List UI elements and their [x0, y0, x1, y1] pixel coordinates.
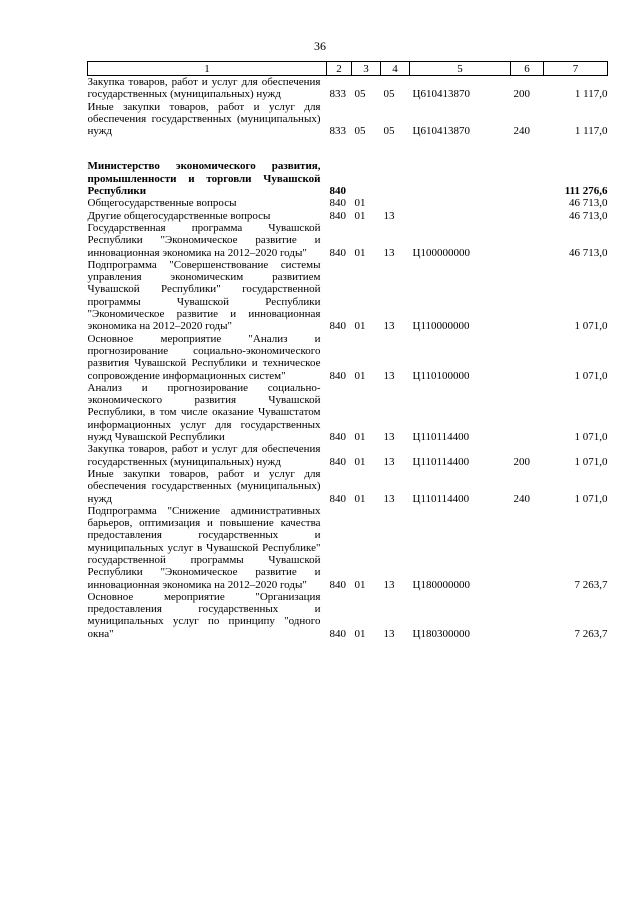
- row-subsection-code: 05: [383, 125, 395, 138]
- table-row: [88, 443, 608, 468]
- row-ministry-code: 840: [329, 320, 346, 333]
- budget-table: [87, 61, 608, 640]
- row-subsection-code: 13: [383, 492, 395, 505]
- column-header-1: 1: [88, 62, 327, 76]
- row-name: Иные закупки товаров, работ и услуг для обеспечения государственных (муниципальных) нужд: [87, 100, 321, 138]
- column-header-6: 6: [511, 62, 544, 76]
- row-target-code: Ц110100000: [412, 369, 470, 382]
- row-name: Государственная программа Чувашской Республики "Экономическое развитие и инновационная экономика на 2012–2020 годы": [87, 221, 321, 259]
- row-subsection-code: 05: [383, 88, 395, 101]
- row-ministry-code: 840: [329, 431, 346, 444]
- row-ministry-code: 840: [329, 578, 346, 591]
- row-ministry-code: 840: [329, 627, 346, 640]
- row-expense-type: [511, 222, 544, 259]
- row-expense-type: 200: [513, 88, 530, 101]
- row-section-code: 01: [354, 197, 366, 210]
- row-section-code: 05: [354, 125, 366, 138]
- row-subsection-code: 13: [383, 578, 395, 591]
- row-target-code: Ц610413870: [412, 88, 470, 101]
- row-ministry-code: 840: [329, 246, 346, 259]
- row-subsection-code: 13: [383, 320, 395, 333]
- table-row: [88, 591, 608, 640]
- row-section-code: 05: [354, 88, 366, 101]
- table-row: [88, 382, 608, 443]
- row-subsection-code: 13: [383, 369, 395, 382]
- row-target-code: Ц110114400: [412, 431, 470, 444]
- row-name: Анализ и прогнозирование социально-экономического развития Чувашской Республики, в том числе оказание Чувашстатом информационных услуг для государственных нужд Чувашской Республики: [87, 381, 321, 444]
- row-ministry-code: 833: [329, 88, 346, 101]
- row-section-code: 01: [354, 578, 366, 591]
- table-row: [88, 197, 608, 209]
- table-row: [88, 210, 608, 222]
- row-amount: 46 713,0: [569, 246, 608, 259]
- row-section-code: 01: [354, 455, 366, 468]
- row-expense-type: [511, 160, 544, 197]
- row-amount: 1 071,0: [574, 455, 608, 468]
- row-name: Другие общегосударственные вопросы: [87, 209, 271, 222]
- row-section-code: 01: [354, 369, 366, 382]
- header-row: [88, 62, 608, 76]
- row-section-code: 01: [354, 492, 366, 505]
- row-section-code: 01: [354, 627, 366, 640]
- row-subsection-code: 13: [383, 431, 395, 444]
- row-name: Основное мероприятие "Анализ и прогнозирование социально-экономического развития Чувашской Республики и техническое сопровождение информационных систем": [87, 332, 321, 382]
- row-expense-type: [511, 505, 544, 591]
- table-row-ministry: [88, 160, 608, 197]
- row-target-code: Ц110114400: [412, 455, 470, 468]
- row-name: Общегосударственные вопросы: [87, 197, 237, 210]
- row-name: Основное мероприятие "Организация предоставления государственных и муниципальных услуг по принципу "одного окна": [87, 590, 321, 640]
- table-row: [88, 505, 608, 591]
- row-section-code: [352, 160, 381, 197]
- spacer-cell: [88, 137, 608, 160]
- row-name: Закупка товаров, работ и услуг для обеспечения государственных (муниципальных) нужд: [87, 76, 321, 101]
- row-name: Иные закупки товаров, работ и услуг для обеспечения государственных (муниципальных) нужд: [87, 467, 321, 505]
- row-target-code: Ц180300000: [412, 627, 470, 640]
- row-expense-type: [511, 382, 544, 443]
- row-subsection-code: [381, 197, 410, 209]
- row-amount: 1 071,0: [574, 320, 608, 333]
- row-target-code: [410, 210, 511, 222]
- column-header-2: 2: [327, 62, 352, 76]
- row-target-code: Ц100000000: [412, 246, 470, 259]
- row-ministry-code: 840: [329, 185, 346, 198]
- row-section-code: 01: [354, 431, 366, 444]
- column-header-5: 5: [410, 62, 511, 76]
- row-amount: 1 071,0: [574, 431, 608, 444]
- row-amount: 1 117,0: [574, 88, 608, 101]
- column-header-3: 3: [352, 62, 381, 76]
- column-header-4: 4: [381, 62, 410, 76]
- row-expense-type: [511, 210, 544, 222]
- row-section-code: 01: [354, 209, 366, 222]
- row-target-code: Ц180000000: [412, 578, 470, 591]
- row-ministry-code: 840: [329, 209, 346, 222]
- row-expense-type: 240: [513, 492, 530, 505]
- table-row: [88, 101, 608, 138]
- table-row: [88, 76, 608, 101]
- row-subsection-code: 13: [383, 246, 395, 259]
- row-amount: 111 276,6: [564, 185, 608, 198]
- row-expense-type: [511, 197, 544, 209]
- row-amount: 7 263,7: [574, 578, 608, 591]
- row-expense-type: 240: [513, 125, 530, 138]
- column-header-7: 7: [544, 62, 608, 76]
- row-subsection-code: 13: [383, 627, 395, 640]
- table-row: [88, 468, 608, 505]
- row-target-code: Ц610413870: [412, 125, 470, 138]
- row-ministry-code: 833: [329, 125, 346, 138]
- row-name: Подпрограмма "Снижение административных барьеров, оптимизация и повышение качества предоставления государственных и муниципальных услуг в Чувашской Республике" государственной программы Чувашской Республики "Экономическое развитие и инновационная экономика на 2012–2020 годы": [87, 504, 321, 591]
- row-target-code: [410, 197, 511, 209]
- row-name: Закупка товаров, работ и услуг для обеспечения государственных (муниципальных) нужд: [87, 443, 321, 468]
- row-amount: 46 713,0: [569, 197, 608, 210]
- row-amount: 46 713,0: [569, 209, 608, 222]
- row-ministry-code: 840: [329, 197, 346, 210]
- row-expense-type: [511, 259, 544, 333]
- row-name: Министерство экономического развития, промышленности и торговли Чувашской Республики: [87, 160, 321, 198]
- row-amount: 1 117,0: [574, 125, 608, 138]
- row-expense-type: [511, 591, 544, 640]
- row-expense-type: [511, 333, 544, 382]
- row-target-code: [410, 160, 511, 197]
- row-ministry-code: 840: [329, 369, 346, 382]
- row-expense-type: 200: [513, 455, 530, 468]
- row-section-code: 01: [354, 246, 366, 259]
- table-row: [88, 333, 608, 382]
- row-subsection-code: 13: [383, 209, 395, 222]
- row-subsection-code: 13: [383, 455, 395, 468]
- row-ministry-code: 840: [329, 492, 346, 505]
- row-target-code: Ц110114400: [412, 492, 470, 505]
- row-subsection-code: [381, 160, 410, 197]
- table-row: [88, 222, 608, 259]
- page-number: 36: [314, 39, 326, 53]
- table-row: [88, 259, 608, 333]
- row-section-code: 01: [354, 320, 366, 333]
- row-amount: 1 071,0: [574, 369, 608, 382]
- row-amount: 1 071,0: [574, 492, 608, 505]
- row-target-code: Ц110000000: [412, 320, 470, 333]
- row-name: Подпрограмма "Совершенствование системы управления экономическим развитием Чувашской Республики" государственной программы Чувашской Республики "Экономическое развитие и инновационная экономика на 2012–2020 годы": [87, 258, 321, 333]
- row-amount: 7 263,7: [574, 627, 608, 640]
- row-ministry-code: 840: [329, 455, 346, 468]
- spacer-row: [88, 137, 608, 160]
